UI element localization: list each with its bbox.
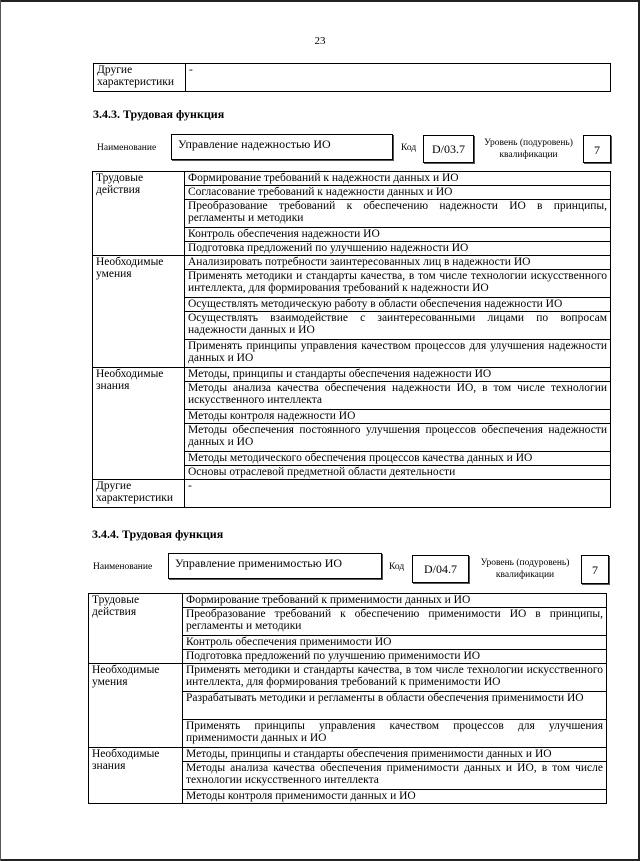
code-field: D/04.7 [412,555,469,583]
table-row: Осуществлять методическую работу в области обеспечения надежности ИО [185,298,611,312]
table-row: Контроль обеспечения применимости ИО [183,636,607,650]
table-row: Применять методики и стандарты качества, в том числе технологии искусственного интеллекта, для формирования требований к применимости ИО [183,664,607,692]
section-title: 3.4.4. Трудовая функция [92,527,224,541]
name-label: Наименование [97,143,157,153]
table-row: Методы контроля надежности ИО [185,410,611,424]
table-row: Подготовка предложений по улучшению применимости ИО [183,650,607,664]
table-row: Методы, принципы и стандарты обеспечения применимости данных и ИО [183,748,607,762]
group-label-actions: Трудовые действия [89,594,183,664]
page-number: 23 [314,35,326,47]
level-label: Уровень (подуровень) квалификации [484,138,573,160]
table-row: Применять принципы управления качеством процессов для улучшения надежности данных и ИО [185,340,611,368]
table-row: Осуществлять взаимодействие с заинтересованными лицами по вопросам надежности данных и ИО [185,312,611,340]
code-field: D/03.7 [423,135,474,163]
group-label-other: Другие характеристики [93,480,185,508]
code-label: Код [401,143,417,153]
table-row: Основы отраслевой предметной области деятельности [185,466,611,480]
code-label: Код [389,562,405,572]
top-other-table [93,63,611,92]
name-label: Наименование [93,562,153,572]
function-table [92,171,611,508]
table-row: Подготовка предложений по улучшению надежности ИО [185,242,611,256]
table-row: Методы методического обеспечения процессов качества данных и ИО [185,452,611,466]
function-name-field: Управление применимостью ИО [168,553,382,579]
table-row: Применять принципы управления качеством процессов для улучшения применимости данных и ИО [183,720,607,748]
level-field: 7 [583,135,611,163]
group-label-knowledge: Необходимые знания [93,368,185,480]
top-other-label: Другие характеристики [94,64,186,92]
function-name-field: Управление надежностью ИО [171,134,393,160]
top-other-value: - [186,64,611,92]
level-field: 7 [581,555,609,584]
table-row: Формирование требований к надежности данных и ИО [185,172,611,186]
group-label-knowledge: Необходимые знания [89,748,183,804]
table-row: Формирование требований к применимости данных и ИО [183,594,607,608]
table-row: Применять методики и стандарты качества, в том числе технологии искусственного интеллекта, для формирования требований к надежности ИО [185,270,611,298]
table-row: Согласование требований к надежности данных и ИО [185,186,611,200]
group-label-skills: Необходимые умения [89,664,183,748]
group-label-skills: Необходимые умения [93,256,185,368]
table-row: Методы обеспечения постоянного улучшения процессов обеспечения надежности данных и ИО [185,424,611,452]
function-table [88,593,607,804]
group-label-actions: Трудовые действия [93,172,185,256]
table-row: Контроль обеспечения надежности ИО [185,228,611,242]
section-title: 3.4.3. Трудовая функция [93,107,225,121]
table-row: Преобразование требований к обеспечению применимости ИО в принципы, регламенты и методики [183,608,607,636]
table-row: Методы, принципы и стандарты обеспечения надежности ИО [185,368,611,382]
level-label: Уровень (подуровень) квалификации [480,558,570,580]
table-row: Методы контроля применимости данных и ИО [183,790,607,804]
table-row: Методы анализа качества обеспечения применимости данных и ИО, в том числе технологии искусственного интеллекта [183,762,607,790]
table-row: Методы анализа качества обеспечения надежности ИО, в том числе технологии искусственного интеллекта [185,382,611,410]
table-row: - [185,480,611,508]
table-row: Разрабатывать методики и регламенты в области обеспечения применимости ИО [183,692,607,720]
table-row: Преобразование требований к обеспечению надежности ИО в принципы, регламенты и методики [185,200,611,228]
table-row: Анализировать потребности заинтересованных лиц в надежности ИО [185,256,611,270]
